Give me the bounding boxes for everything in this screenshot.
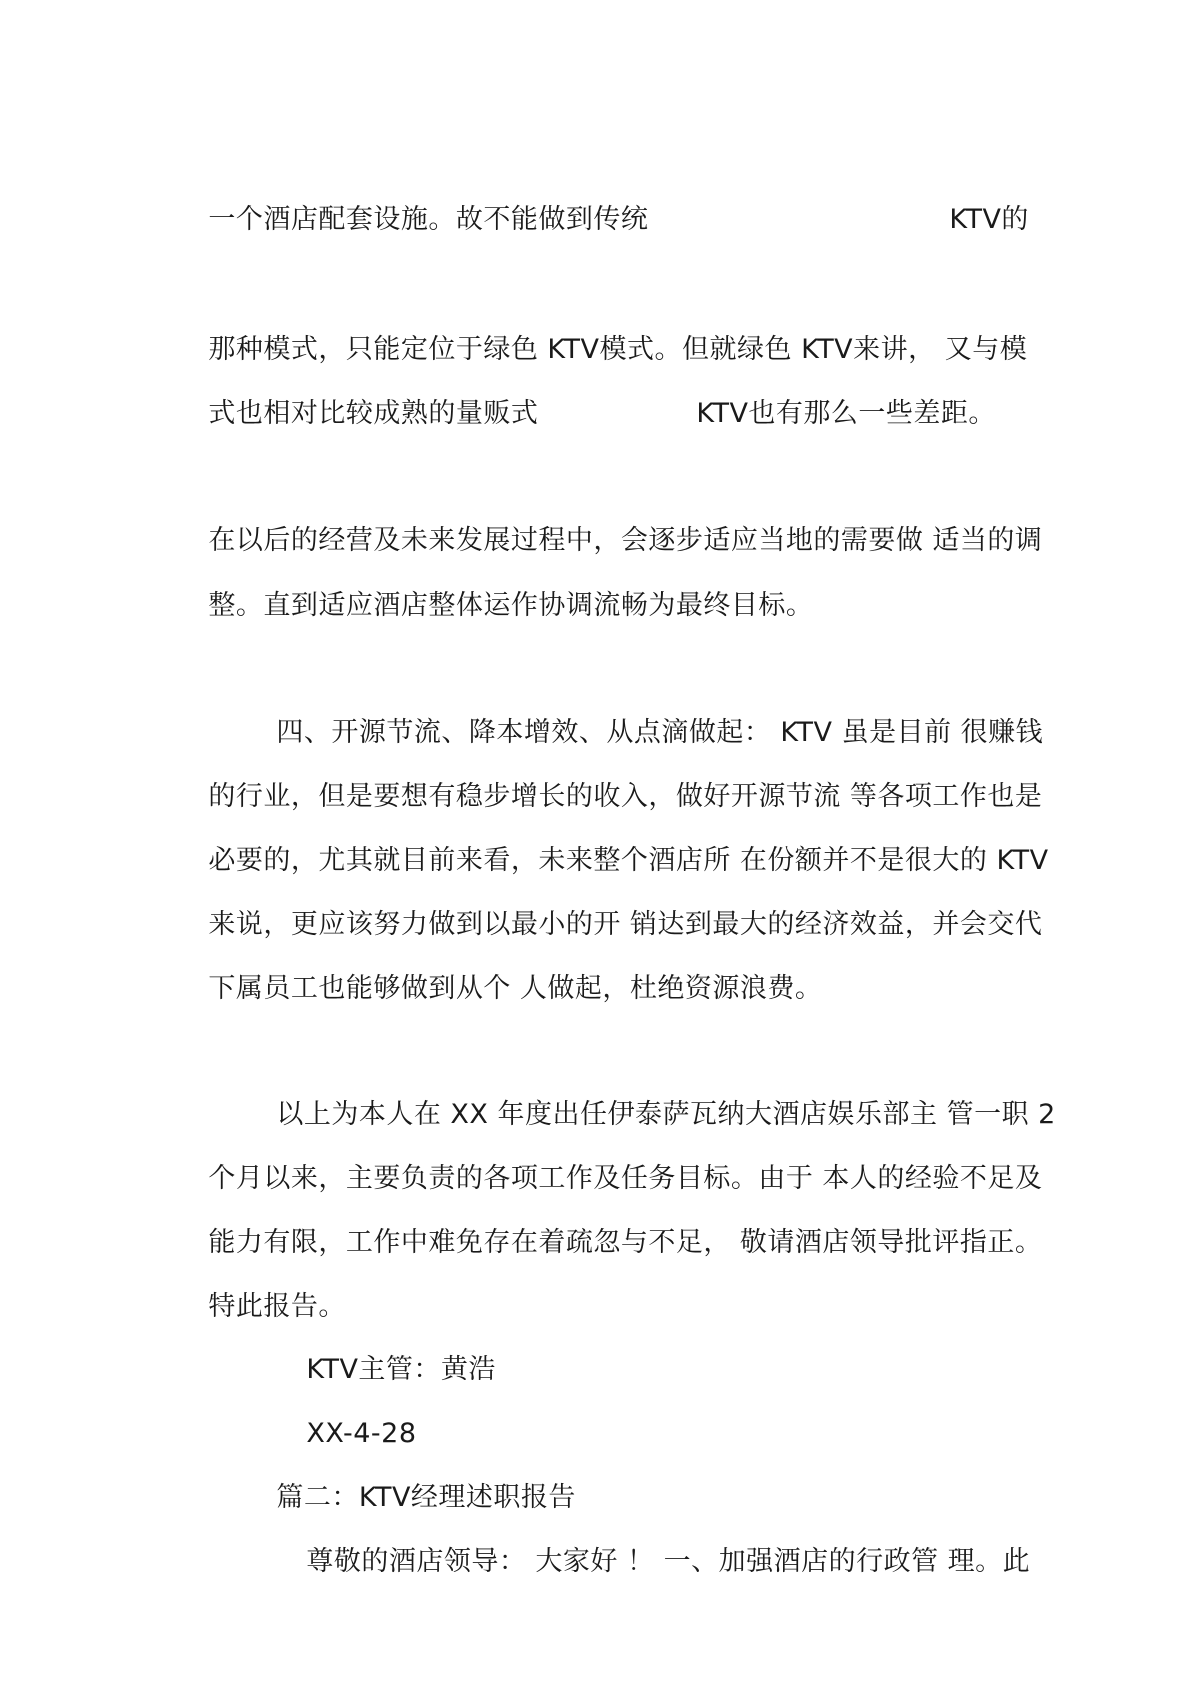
date-text: XX-4-28 (306, 1418, 417, 1449)
line-text: 个月以来，主要负责的各项工作及任务目标。由于 本人的经验不足及 (208, 1163, 1043, 1194)
line-text-left: 一个酒店配套设施。故不能做到传统 (208, 204, 649, 235)
line-text: 以上为本人在 XX 年度出任伊泰萨瓦纳大酒店娱乐部主 管一职 2 (276, 1099, 1056, 1130)
paragraph-line (172, 552, 813, 660)
paragraph-line (913, 166, 1029, 274)
line-text-right: KTV的 (949, 204, 1029, 235)
article-title: 篇二：KTV经理述职报告 (276, 1482, 576, 1513)
line-text: 下属员工也能够做到从个 人做起，杜绝资源浪费。 (208, 973, 823, 1004)
line-text-left: 式也相对比较成熟的量贩式 (208, 398, 539, 429)
line-text-right: KTV也有那么一些差距。 (696, 398, 996, 429)
line-text: 的行业，但是要想有稳步增长的收入，做好开源节流 等各项工作也是 (208, 781, 1043, 812)
greeting-line (270, 1508, 1030, 1616)
line-text: 四、开源节流、降本增效、从点滴做起： KTV 虽是目前 很赚钱 (276, 717, 1044, 748)
paragraph-line (660, 360, 996, 468)
line-text: 尊敬的酒店领导： 大家好 ！ 一、加强酒店的行政管 理。此 (306, 1546, 1031, 1577)
paragraph-line (172, 935, 822, 1043)
line-text: 在以后的经营及未来发展过程中，会逐步适应当地的需要做 适当的调 (208, 525, 1043, 556)
paragraph-line (172, 166, 648, 274)
signature-text: KTV主管：黄浩 (306, 1354, 496, 1385)
line-text: 特此报告。 (208, 1291, 346, 1322)
paragraph-line (172, 360, 538, 468)
line-text: 必要的，尤其就目前来看，未来整个酒店所 在份额并不是很大的 KTV (208, 845, 1049, 876)
line-text: 整。直到适应酒店整体运作协调流畅为最终目标。 (208, 590, 814, 621)
line-text: 来说，更应该努力做到以最小的开 销达到最大的经济效益，并会交代 (208, 909, 1043, 940)
line-text: 能力有限，工作中难免存在着疏忽与不足， 敬请酒店领导批评指正。 (208, 1227, 1043, 1258)
line-text: 那种模式，只能定位于绿色 KTV模式。但就绿色 KTV来讲， 又与模 (208, 334, 1028, 365)
